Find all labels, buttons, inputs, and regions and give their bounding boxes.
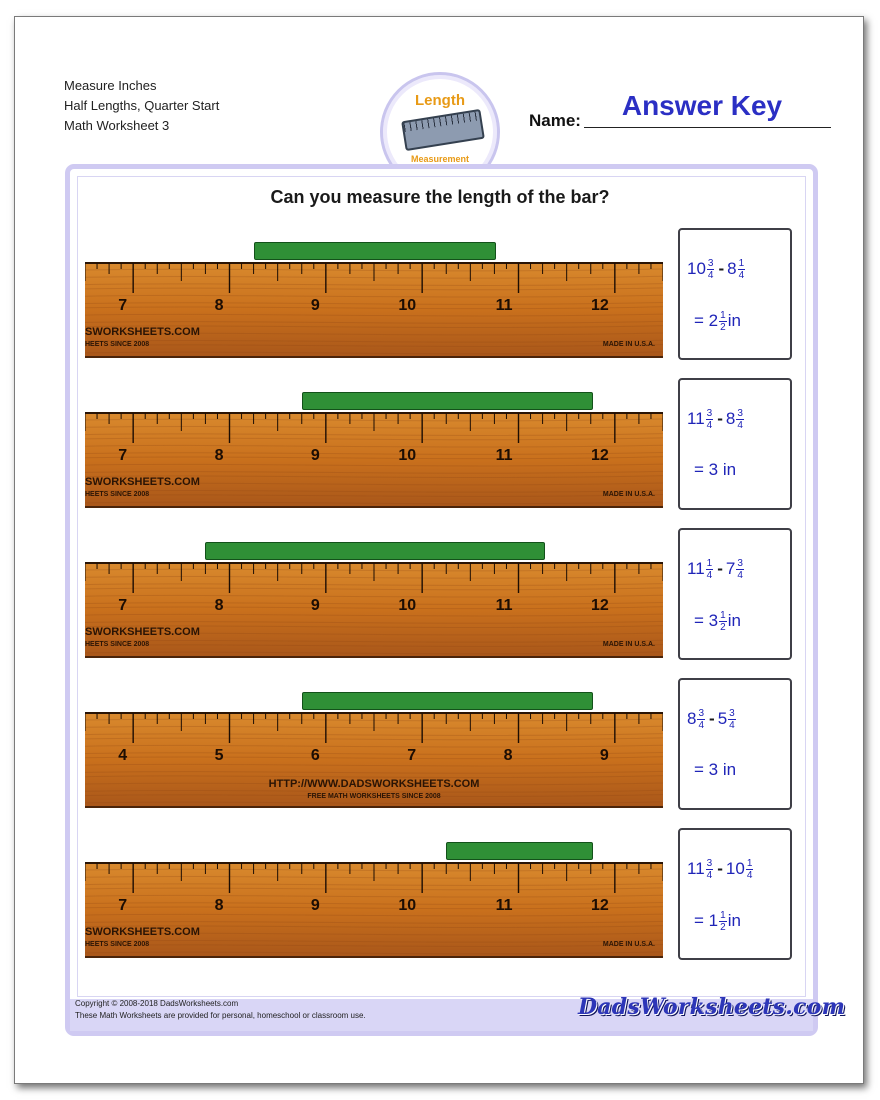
- ruler-since-text: HEETS SINCE 2008: [85, 941, 150, 948]
- ruler-brand-text: SWORKSHEETS.COM: [85, 626, 200, 638]
- minuend-fraction-denominator: 4: [698, 720, 705, 731]
- minuend-fraction-numerator: 3: [706, 858, 713, 869]
- result-expression: [694, 910, 741, 933]
- result-fraction: [719, 310, 727, 333]
- subtrahend-fraction-numerator: 1: [746, 858, 753, 869]
- inch-number: 10: [398, 897, 417, 914]
- inch-number: 12: [591, 447, 609, 464]
- subtrahend-fraction-denominator: 4: [737, 420, 743, 431]
- subtrahend-whole: 8: [727, 258, 737, 278]
- ruler-since-text: HEETS SINCE 2008: [85, 341, 150, 348]
- unit-label: in: [722, 460, 737, 479]
- wooden-ruler: [85, 712, 663, 808]
- inch-number: 7: [118, 597, 128, 614]
- answer-key-text: Answer Key: [621, 90, 783, 121]
- unit-label: in: [727, 310, 741, 330]
- subtrahend-fraction-denominator: 4: [738, 270, 745, 281]
- equals-sign: =: [694, 760, 704, 779]
- unit-label: in: [727, 910, 741, 930]
- subtrahend-fraction-denominator: 4: [729, 720, 735, 731]
- result-expression: [694, 760, 736, 780]
- subtrahend-fraction-numerator: 3: [737, 408, 743, 419]
- minus-sign: -: [717, 558, 723, 578]
- result-whole: 3: [708, 610, 719, 630]
- ruler-made-in-text: MADE IN U.S.A.: [602, 941, 655, 948]
- minuend-fraction-numerator: 3: [698, 708, 705, 719]
- subtrahend-fraction: [736, 558, 744, 581]
- measure-bar: [302, 392, 593, 410]
- equals-sign: =: [694, 310, 704, 330]
- subtrahend-fraction: [728, 708, 736, 731]
- minuend-whole: 11: [687, 858, 705, 878]
- subtrahend-fraction-denominator: 4: [746, 870, 753, 881]
- answer-box: [678, 528, 792, 660]
- subtrahend-whole: 7: [725, 558, 736, 578]
- inch-number: 8: [503, 747, 513, 764]
- dadsworksheets-logo: DadsWorksheets.com: [578, 994, 846, 1020]
- inch-number: 11: [495, 297, 513, 314]
- ruler-since-text: HEETS SINCE 2008: [85, 641, 150, 648]
- badge-title: Length: [415, 92, 465, 109]
- result-fraction-denominator: 2: [720, 922, 726, 933]
- worksheet-title: Measure Inches: [64, 78, 157, 93]
- minuend-fraction-numerator: 3: [707, 258, 714, 269]
- inch-number: 8: [214, 597, 224, 614]
- inch-number: 9: [599, 747, 609, 764]
- unit-label: in: [722, 760, 737, 779]
- usage-notice: These Math Worksheets are provided for personal, homeschool or classroom use.: [75, 1011, 366, 1020]
- wooden-ruler: [85, 562, 663, 658]
- equals-sign: =: [694, 910, 704, 930]
- minuend-fraction: [706, 558, 714, 581]
- subtrahend-whole: 8: [725, 408, 736, 428]
- result-fraction-numerator: 1: [720, 310, 726, 321]
- inch-number: 6: [310, 747, 320, 764]
- inch-number: 7: [118, 897, 128, 914]
- minuend-whole: 8: [687, 708, 697, 728]
- minuend-fraction: [697, 708, 705, 731]
- subtrahend-fraction: [736, 408, 744, 431]
- ruler-brand-text: HTTP://WWW.DADSWORKSHEETS.COM: [268, 778, 480, 790]
- subtrahend-fraction-denominator: 4: [737, 570, 743, 581]
- minus-sign: -: [709, 708, 715, 728]
- subtrahend-fraction: [746, 858, 754, 881]
- name-line: [584, 127, 831, 128]
- subtrahend-whole: 10: [725, 858, 745, 878]
- minus-sign: -: [718, 258, 725, 278]
- question-text: Can you measure the length of the bar?: [270, 187, 610, 207]
- minus-sign: -: [717, 408, 723, 428]
- inch-number: 9: [310, 597, 320, 614]
- inch-number: 8: [214, 297, 224, 314]
- result-whole: 3: [708, 460, 719, 479]
- equals-sign: =: [694, 460, 704, 479]
- minuend-fraction: [706, 408, 714, 431]
- subtrahend-fraction-numerator: 3: [737, 558, 743, 569]
- measure-bar: [205, 542, 544, 560]
- result-whole: 3: [708, 760, 719, 779]
- inch-number: 5: [214, 747, 224, 764]
- result-fraction: [719, 610, 727, 633]
- answer-box: [678, 228, 792, 360]
- subtrahend-fraction-numerator: 1: [738, 258, 745, 269]
- ruler-brand-text: SWORKSHEETS.COM: [85, 476, 200, 488]
- measure-bar: [302, 692, 593, 710]
- ruler-since-text: HEETS SINCE 2008: [85, 491, 150, 498]
- name-label: Name:: [529, 111, 581, 130]
- minuend-whole: 10: [687, 258, 706, 278]
- minuend-fraction: [707, 258, 715, 281]
- minus-sign: -: [717, 858, 723, 878]
- inch-number: 7: [407, 747, 417, 764]
- inch-number: 9: [310, 897, 320, 914]
- ruler-brand-text: SWORKSHEETS.COM: [85, 926, 200, 938]
- ruler-brand-text: SWORKSHEETS.COM: [85, 326, 200, 338]
- minuend-fraction: [706, 858, 714, 881]
- worksheet-subtitle: Half Lengths, Quarter Start: [64, 98, 220, 113]
- result-whole: 2: [708, 310, 719, 330]
- inch-number: 11: [495, 447, 513, 464]
- wooden-ruler: [85, 862, 663, 958]
- result-fraction-denominator: 2: [720, 322, 726, 333]
- inch-number: 11: [495, 597, 513, 614]
- subtraction-expression: [687, 858, 754, 881]
- inch-number: 8: [214, 447, 224, 464]
- inch-number: 7: [118, 447, 128, 464]
- subtraction-expression: [687, 408, 745, 431]
- minuend-fraction-denominator: 4: [706, 570, 713, 581]
- result-whole: 1: [708, 910, 719, 930]
- ruler-made-in-text: MADE IN U.S.A.: [602, 341, 655, 348]
- subtraction-expression: [687, 708, 737, 731]
- inch-number: 10: [398, 447, 417, 464]
- measure-bar: [254, 242, 497, 260]
- subtrahend-fraction-numerator: 3: [729, 708, 735, 719]
- minuend-whole: 11: [687, 558, 705, 578]
- inch-number: 10: [398, 297, 417, 314]
- minuend-whole: 11: [687, 408, 705, 428]
- inch-number: 10: [398, 597, 417, 614]
- answer-box: [678, 828, 792, 960]
- inch-number: 8: [214, 897, 224, 914]
- inch-number: 12: [591, 897, 609, 914]
- ruler-icon: [401, 109, 485, 151]
- inch-number: 9: [310, 297, 320, 314]
- ruler-made-in-text: MADE IN U.S.A.: [602, 491, 655, 498]
- minuend-fraction-numerator: 3: [706, 408, 713, 419]
- unit-label: in: [727, 610, 741, 630]
- minuend-fraction-denominator: 4: [706, 420, 713, 431]
- inch-number: 11: [495, 897, 513, 914]
- result-expression: [694, 610, 741, 633]
- ruler-made-in-text: MADE IN U.S.A.: [602, 641, 655, 648]
- result-fraction-numerator: 1: [720, 610, 726, 621]
- inch-number: 4: [118, 747, 128, 764]
- minuend-fraction-denominator: 4: [707, 270, 714, 281]
- inch-number: 12: [591, 597, 609, 614]
- equals-sign: =: [694, 610, 704, 630]
- result-expression: [694, 460, 736, 480]
- inch-number: 9: [310, 447, 320, 464]
- answer-box: [678, 378, 792, 510]
- badge-subtitle: Measurement: [410, 154, 470, 164]
- ruler-since-text: FREE MATH WORKSHEETS SINCE 2008: [307, 793, 441, 800]
- minuend-fraction-denominator: 4: [706, 870, 713, 881]
- result-expression: [694, 310, 741, 333]
- minuend-fraction-numerator: 1: [706, 558, 713, 569]
- copyright: [75, 998, 366, 1022]
- subtraction-expression: [687, 258, 746, 281]
- worksheet-number: Math Worksheet 3: [64, 118, 170, 133]
- subtrahend-whole: 5: [717, 708, 728, 728]
- subtrahend-fraction: [738, 258, 746, 281]
- wooden-ruler: [85, 412, 663, 508]
- inch-number: 7: [118, 297, 128, 314]
- subtraction-expression: [687, 558, 745, 581]
- result-fraction: [719, 910, 727, 933]
- result-fraction-numerator: 1: [720, 910, 726, 921]
- inch-number: 12: [591, 297, 609, 314]
- copyright-line: Copyright © 2008-2018 DadsWorksheets.com: [75, 999, 239, 1008]
- measure-bar: [446, 842, 593, 860]
- result-fraction-denominator: 2: [720, 622, 726, 633]
- answer-box: [678, 678, 792, 810]
- wooden-ruler: [85, 262, 663, 358]
